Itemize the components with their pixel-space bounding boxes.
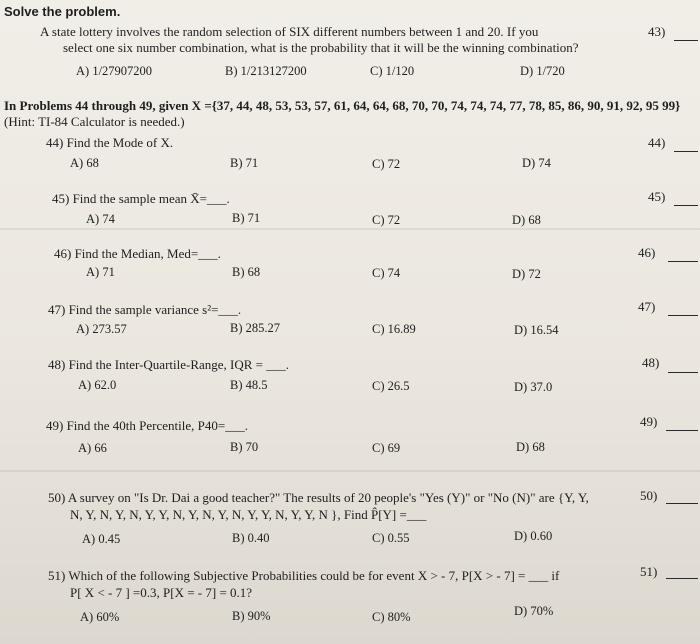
q43-answer-label: 43) <box>648 24 666 39</box>
paper-fold <box>0 228 700 230</box>
q50-choice-d[interactable]: D) 0.60 <box>514 529 553 543</box>
q48-answer-label: 48) <box>642 355 660 370</box>
q50-line1: 50) A survey on "Is Dr. Dai a good teacher?" The results of 20 people's "Yes (Y)" or "No (N)" are {Y, Y, <box>48 490 589 505</box>
q51-answer-label: 51) <box>640 564 658 579</box>
q51-choice-b[interactable]: B) 90% <box>232 609 271 623</box>
q47-answer-blank[interactable] <box>668 315 698 316</box>
q46-answer-blank[interactable] <box>668 261 698 262</box>
q44-choice-b[interactable]: B) 71 <box>230 156 259 170</box>
q49-answer-label: 49) <box>640 414 658 429</box>
q51-answer-blank[interactable] <box>666 578 698 579</box>
q47-answer-label: 47) <box>638 299 656 314</box>
hint-text: (Hint: TI-84 Calculator is needed.) <box>4 114 185 129</box>
q48-prompt: 48) Find the Inter-Quartile-Range, IQR = ___. <box>48 357 290 372</box>
q43-line2: select one six number combination, what is the probability that it will be the winning combination? <box>63 40 579 55</box>
q50-answer-label: 50) <box>640 488 658 503</box>
q49-choice-b[interactable]: B) 70 <box>230 440 259 454</box>
q45-answer-label: 45) <box>648 189 666 204</box>
q46-choice-a[interactable]: A) 71 <box>86 265 115 279</box>
q51-choice-a[interactable]: A) 60% <box>80 610 120 624</box>
q49-choice-a[interactable]: A) 66 <box>78 441 107 455</box>
q44-answer-blank[interactable] <box>674 151 698 152</box>
q43-choice-a[interactable]: A) 1/27907200 <box>76 64 153 78</box>
q46-prompt: 46) Find the Median, Med=___. <box>54 246 221 261</box>
q46-choice-b[interactable]: B) 68 <box>232 265 261 279</box>
q44-choice-a[interactable]: A) 68 <box>70 156 99 170</box>
q46-choice-d[interactable]: D) 72 <box>512 267 541 281</box>
q50-choice-b[interactable]: B) 0.40 <box>232 531 270 545</box>
section-title: Solve the problem. <box>4 4 121 19</box>
data-set-intro: In Problems 44 through 49, given X ={37, 44, 48, 53, 53, 57, 61, 64, 64, 68, 70, 70, 74, 74, 74, 77, 78, 85, 86, 90, 91, 92, 95 99} <box>4 98 681 113</box>
q51-choice-c[interactable]: C) 80% <box>372 610 411 624</box>
q45-answer-blank[interactable] <box>674 205 698 206</box>
q45-prompt: 45) Find the sample mean X̄=___. <box>52 191 230 206</box>
q47-prompt: 47) Find the sample variance s²=___. <box>48 302 242 317</box>
q44-answer-label: 44) <box>648 135 666 150</box>
q49-answer-blank[interactable] <box>666 430 698 431</box>
q47-choice-c[interactable]: C) 16.89 <box>372 322 416 336</box>
q49-choice-d[interactable]: D) 68 <box>516 440 545 454</box>
q50-answer-blank[interactable] <box>666 503 698 504</box>
q49-prompt: 49) Find the 40th Percentile, P40=___. <box>46 418 248 433</box>
q46-choice-c[interactable]: C) 74 <box>372 266 401 280</box>
q48-choice-a[interactable]: A) 62.0 <box>78 378 117 392</box>
q51-choice-d[interactable]: D) 70% <box>514 604 554 618</box>
q48-answer-blank[interactable] <box>668 372 698 373</box>
q43-answer-blank[interactable] <box>674 40 698 41</box>
q45-choice-c[interactable]: C) 72 <box>372 213 401 227</box>
q48-choice-b[interactable]: B) 48.5 <box>230 378 268 392</box>
q43-choice-c[interactable]: C) 1/120 <box>370 64 415 78</box>
q43-choice-d[interactable]: D) 1/720 <box>520 64 565 78</box>
q50-choice-c[interactable]: C) 0.55 <box>372 531 410 545</box>
q43-choice-b[interactable]: B) 1/213127200 <box>225 64 307 78</box>
q45-choice-d[interactable]: D) 68 <box>512 213 541 227</box>
q43-line1: A state lottery involves the random selection of SIX different numbers between 1 and 20. If you <box>40 24 539 39</box>
q47-choice-d[interactable]: D) 16.54 <box>514 323 559 337</box>
q45-choice-a[interactable]: A) 74 <box>86 212 115 226</box>
paper-fold <box>0 470 700 472</box>
q45-choice-b[interactable]: B) 71 <box>232 211 261 225</box>
q44-choice-d[interactable]: D) 74 <box>522 156 551 170</box>
q50-line2: N, Y, N, Y, N, Y, Y, N, Y, N, Y, N, Y, Y, N, Y, Y, N }, Find P̂[Y] =___ <box>70 507 427 522</box>
q44-prompt: 44) Find the Mode of X. <box>46 135 174 150</box>
q48-choice-d[interactable]: D) 37.0 <box>514 380 553 394</box>
q44-choice-c[interactable]: C) 72 <box>372 157 401 171</box>
q50-choice-a[interactable]: A) 0.45 <box>82 532 121 546</box>
q51-line1: 51) Which of the following Subjective Probabilities could be for event X > - 7, P[X > - 7] = ___ if <box>48 568 560 583</box>
q49-choice-c[interactable]: C) 69 <box>372 441 401 455</box>
q47-choice-b[interactable]: B) 285.27 <box>230 321 280 335</box>
q46-answer-label: 46) <box>638 245 656 260</box>
q47-choice-a[interactable]: A) 273.57 <box>76 322 127 336</box>
q48-choice-c[interactable]: C) 26.5 <box>372 379 410 393</box>
q51-line2: P[ X < - 7 ] =0.3, P[X = - 7] = 0.1? <box>70 585 253 600</box>
